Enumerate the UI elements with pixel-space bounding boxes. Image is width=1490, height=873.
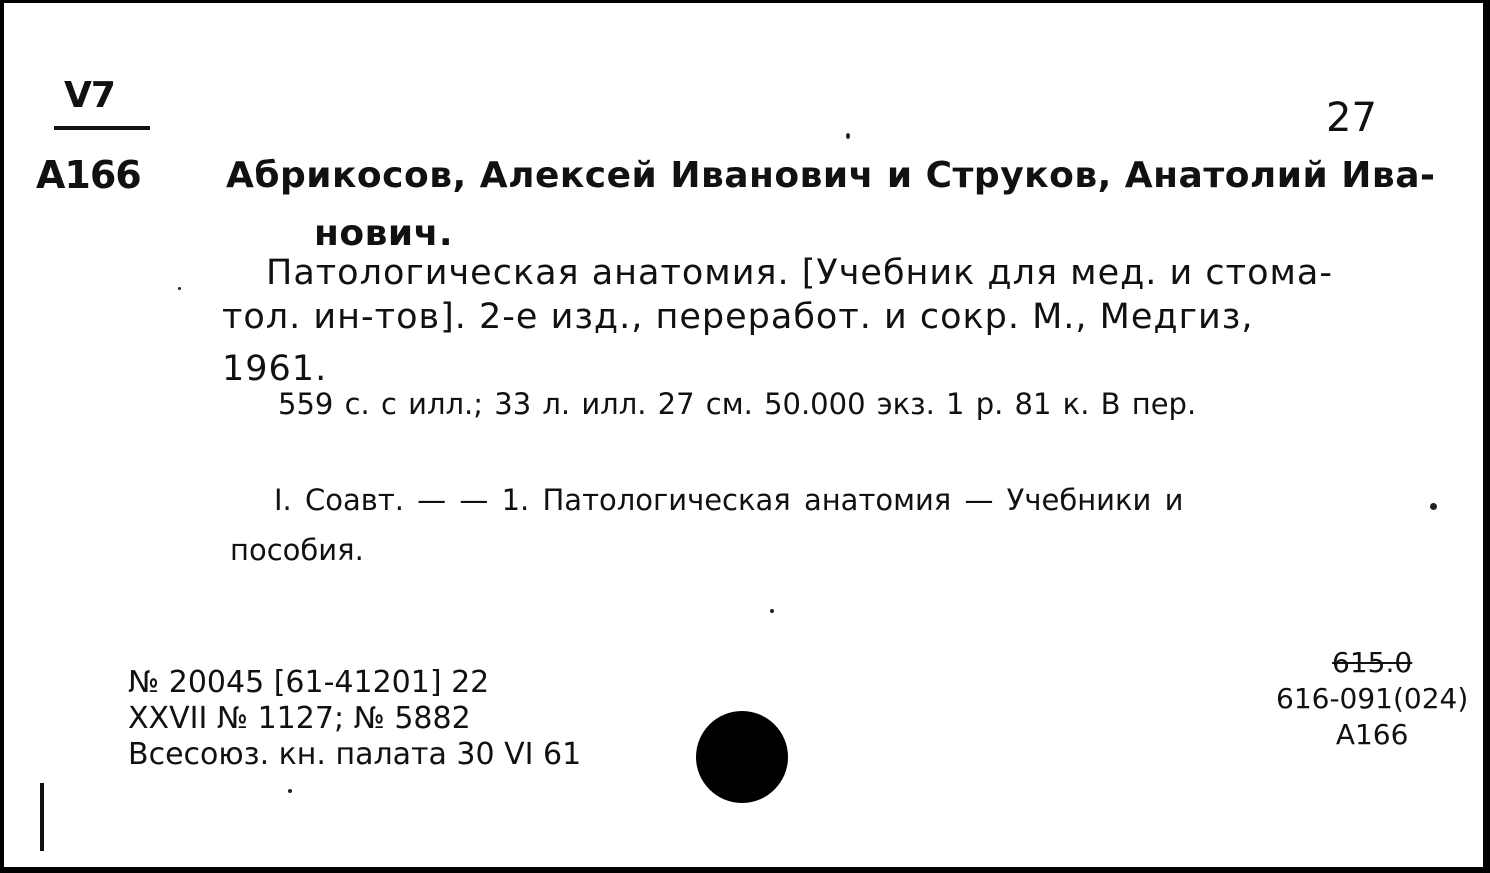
udc-main: 616-091(024) [1276,682,1469,715]
speck [846,133,850,139]
subjects-line-1: I. Соавт. — — 1. Патологическая анатомия — Учебники и [274,483,1184,517]
punch-hole [696,711,788,803]
udc-struck: 615.0 [1332,646,1413,679]
catalog-card [4,3,1483,867]
udc-block [1276,645,1468,753]
author-line-2: нович. [314,213,454,254]
card-number: 27 [1326,95,1377,141]
registration-block [128,665,581,773]
udc-author-mark: А166 [1335,718,1409,751]
collation-line: 559 с. с илл.; 33 л. илл. 27 см. 50.000 экз. 1 р. 81 к. В пер. [278,387,1197,421]
classification-divider [54,126,150,130]
title-line-3: 1961. [222,349,328,389]
speck [178,287,181,290]
author-line-1: Абрикосов, Алексей Иванович и Струков, Анатолий Ива- [226,155,1436,196]
subjects-line-2: пособия. [230,533,364,567]
speck [1430,503,1437,510]
classification-bottom: A166 [36,153,141,197]
registration-line-3: Всесоюз. кн. палата 30 VI 61 [128,737,582,772]
title-line-2: тол. ин-тов]. 2-е изд., переработ. и сокр. М., Медгиз, [222,297,1254,337]
edge-mark [40,783,44,851]
speck [770,609,774,613]
registration-line-1: № 20045 [61-41201] 22 [128,665,490,700]
title-line-1: Патологическая анатомия. [Учебник для мед. и стома- [266,253,1333,293]
classification-top: V7 [64,75,115,116]
speck [288,789,292,793]
registration-line-2: XXVII № 1127; № 5882 [128,701,471,736]
